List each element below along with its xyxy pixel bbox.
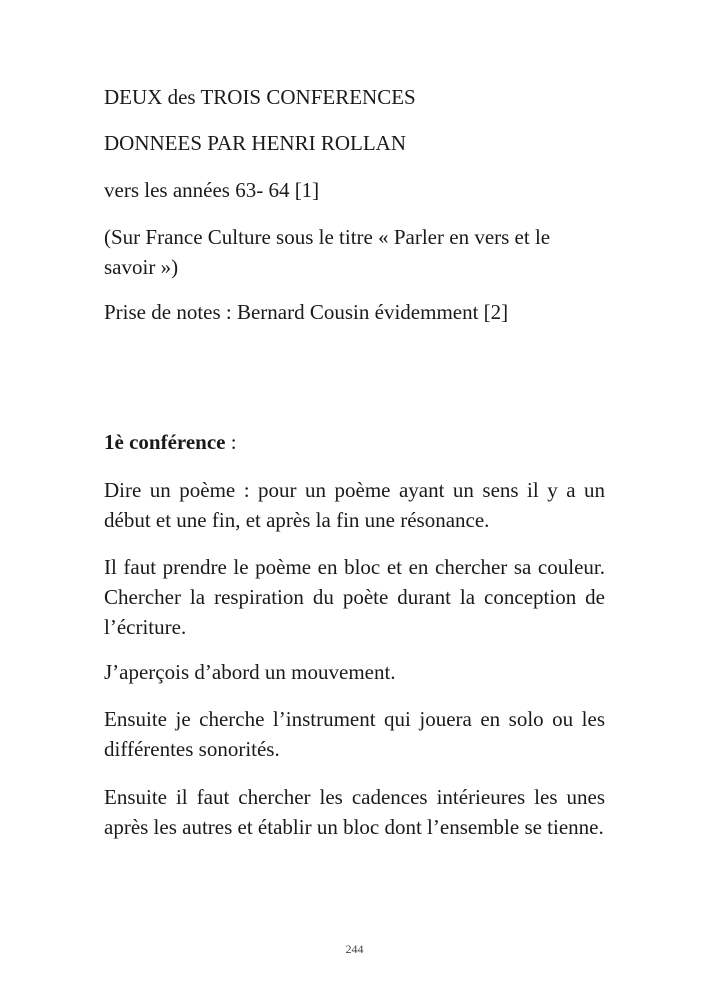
title-line-2: DONNEES PAR HENRI ROLLAN: [104, 131, 406, 155]
broadcast-note: (Sur France Culture sous le titre « Parler en vers et le savoir »): [104, 225, 551, 279]
section-heading-suffix: :: [225, 430, 237, 454]
date-line: vers les années 63- 64 [1]: [104, 178, 320, 202]
notes-credit: Prise de notes : Bernard Cousin évidemment [2]: [104, 300, 509, 324]
title-line-1: DEUX des TROIS CONFERENCES: [104, 85, 416, 109]
paragraph: Dire un poème : pour un poème ayant un sens il y a un début et une fin, et après la fin une résonance.: [104, 478, 605, 532]
paragraph: J’aperçois d’abord un mouvement.: [104, 660, 396, 684]
section-heading: [104, 427, 605, 457]
page-number: 244: [345, 942, 364, 956]
paragraph: Ensuite il faut chercher les cadences intérieures les unes après les autres et établir un bloc dont l’ensemble se tienne.: [104, 785, 605, 839]
paragraph: Ensuite je cherche l’instrument qui jouera en solo ou les différentes sonorités.: [104, 707, 605, 761]
paragraph: Il faut prendre le poème en bloc et en chercher sa couleur. Chercher la respiration du poète durant la conception de l’écriture.: [104, 555, 605, 639]
section-heading-bold: 1è conférence: [104, 430, 226, 454]
